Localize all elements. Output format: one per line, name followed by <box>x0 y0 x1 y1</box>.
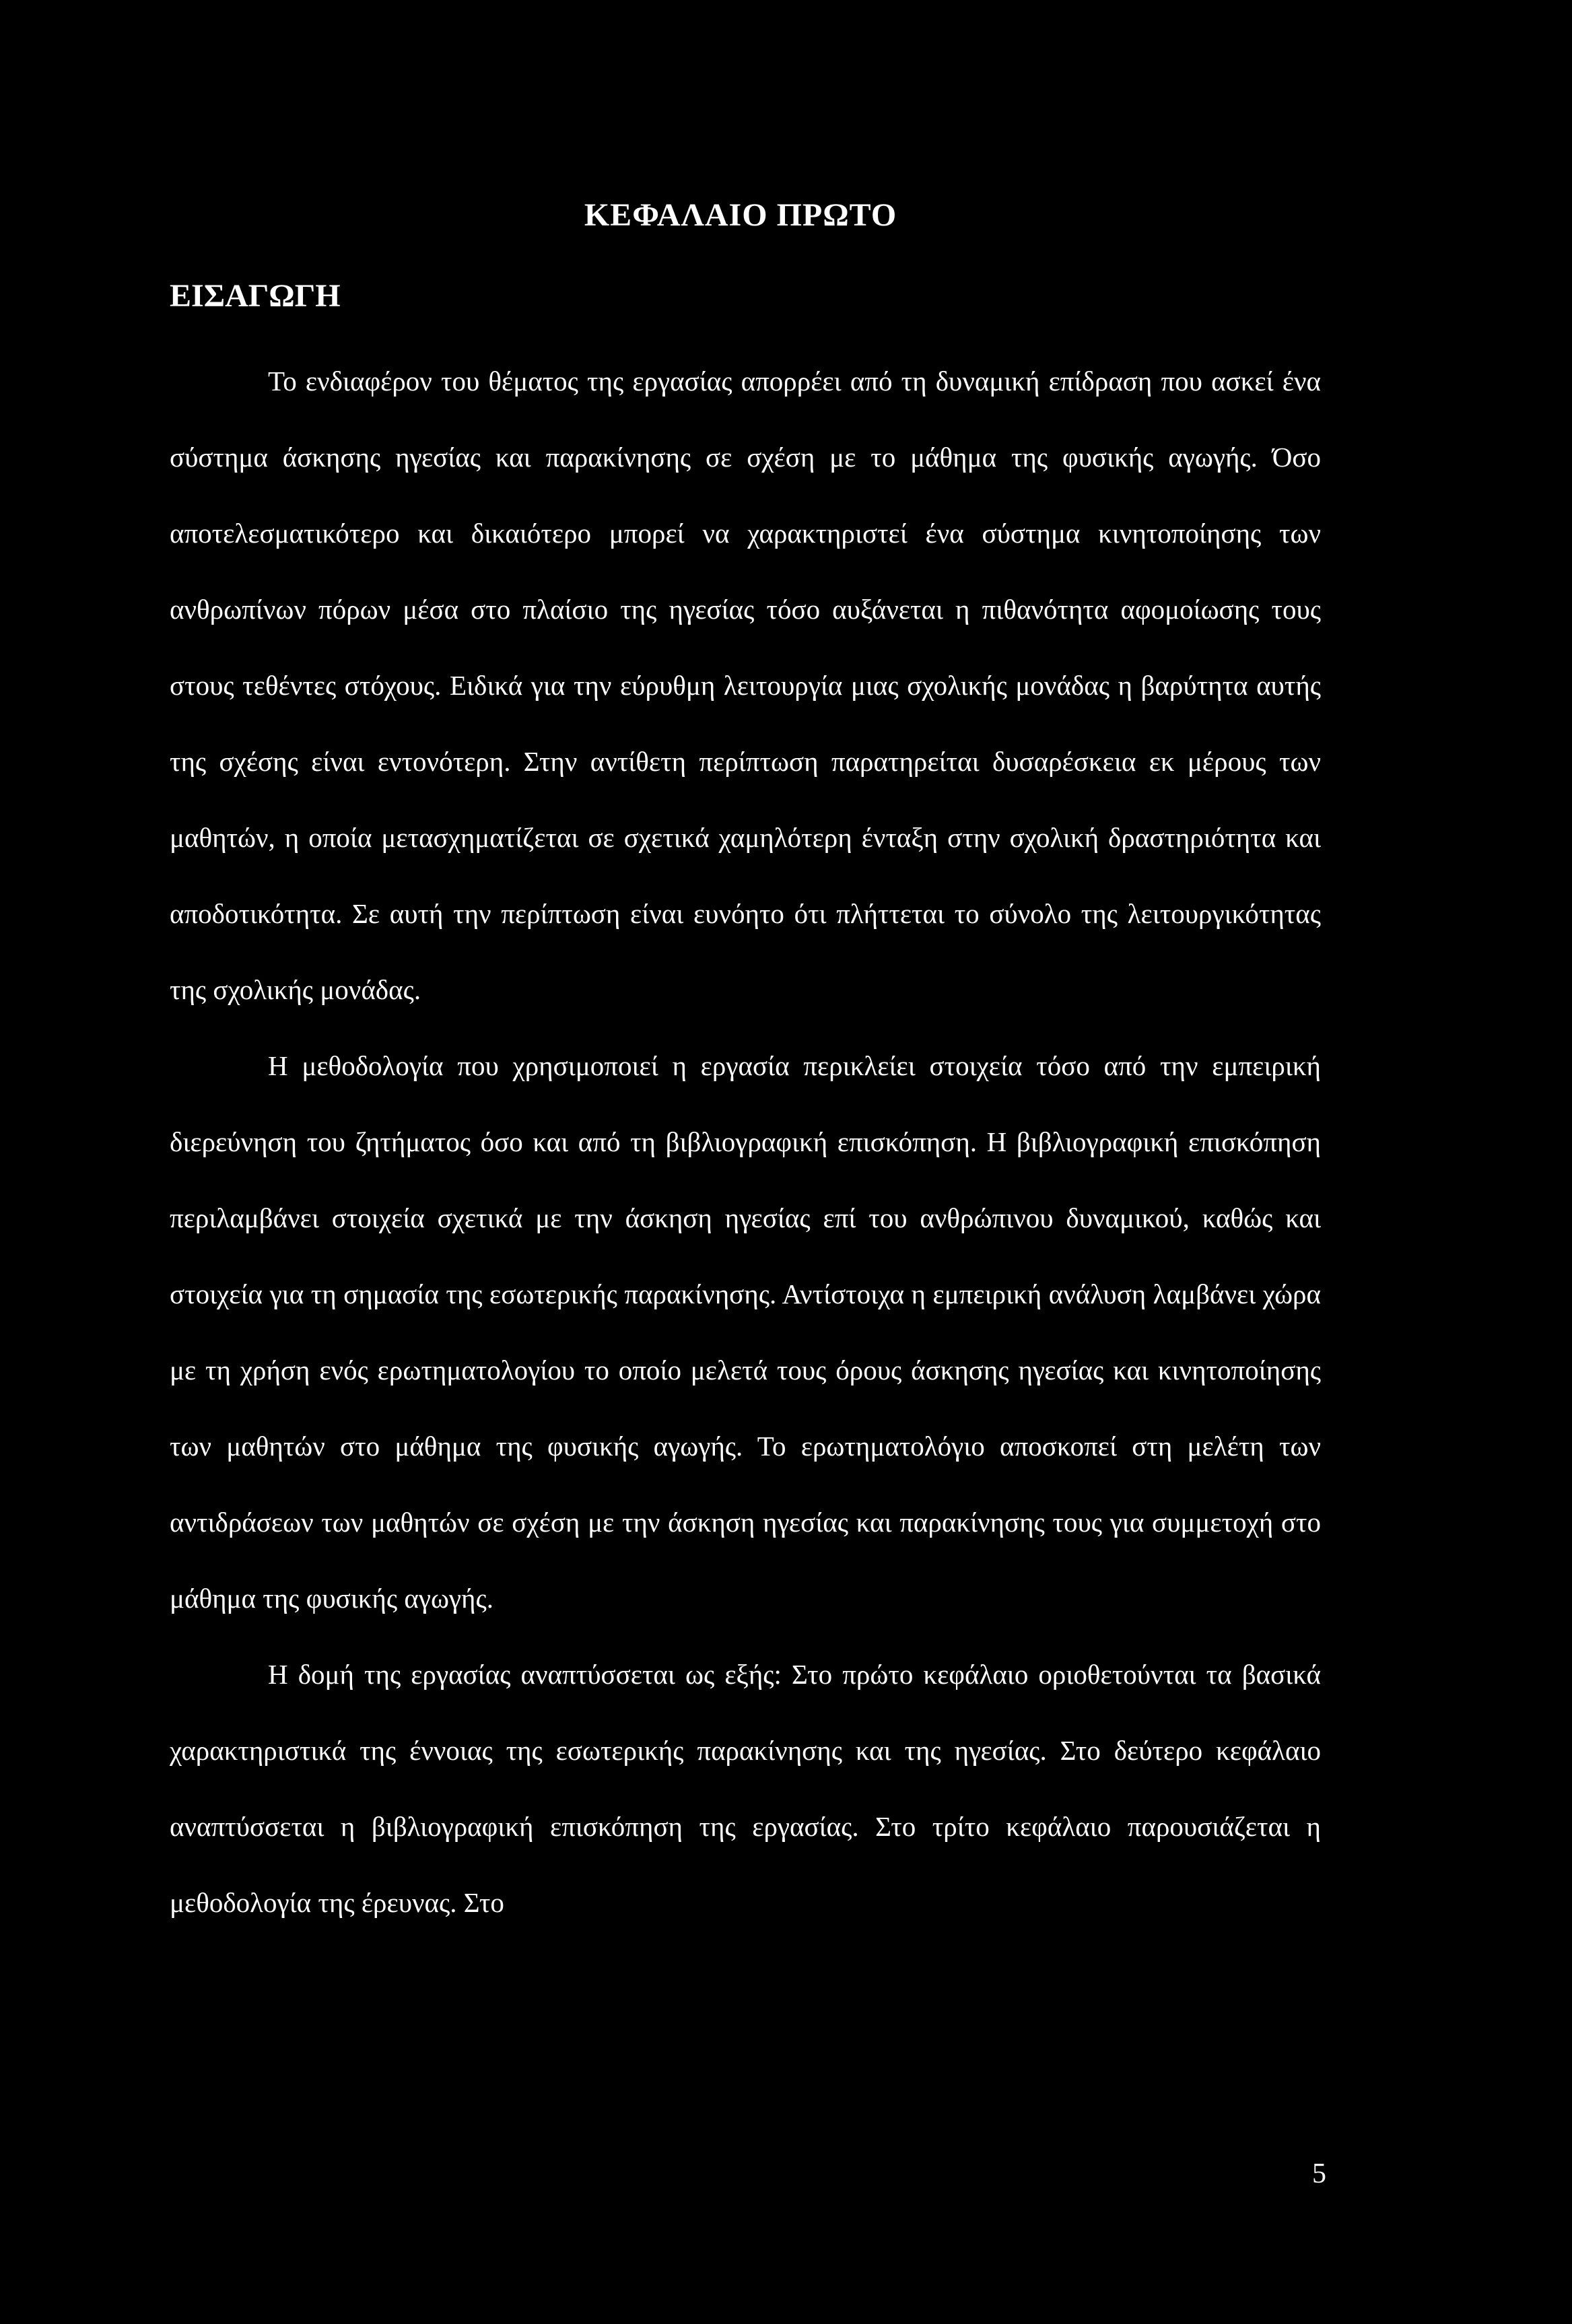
body-text <box>170 343 1321 1941</box>
paragraph-intro: Το ενδιαφέρον του θέματος της εργασίας απορρέει από τη δυναμική επίδραση που ασκεί ένα σύστημα άσκησης ηγεσίας και παρακίνησης σε σχέση με το μάθημα της φυσικής αγωγής. Όσο αποτελεσματικότερο και δικαιότερο μπορεί να χαρακτηριστεί ένα σύστημα κινητοποίησης των ανθρωπίνων πόρων μέσα στο πλαίσιο της ηγεσίας τόσο αυξάνεται η πιθανότητα αφομοίωσης τους στους τεθέντες στόχους. Ειδικά για την εύρυθμη λειτουργία μιας σχολικής μονάδας η βαρύτητα αυτής της σχέσης είναι εντονότερη. Στην αντίθετη περίπτωση παρατηρείται δυσαρέσκεια εκ μέρους των μαθητών, η οποία μετασχηματίζεται σε σχετικά χαμηλότερη ένταξη στην σχολική δραστηριότητα και αποδοτικότητα. Σε αυτή την περίπτωση είναι ευνόητο ότι πλήττεται το σύνολο της λειτουργικότητας της σχολικής μονάδας. <box>170 366 1321 1005</box>
page-number: 5 <box>1312 2158 1326 2189</box>
paragraph-structure: Η δομή της εργασίας αναπτύσσεται ως εξής: Στο πρώτο κεφάλαιο οριοθετούνται τα βασικά χαρακτηριστικά της έννοιας της εσωτερικής παρακίνησης και της ηγεσίας. Στο δεύτερο κεφάλαιο αναπτύσσεται η βιβλιογραφική επισκόπηση της εργασίας. Στο τρίτο κεφάλαιο παρουσιάζεται η μεθοδολογία της έρευνας. Στο <box>170 1659 1321 1918</box>
section-title: ΕΙΣΑΓΩΓΗ <box>170 278 341 314</box>
chapter-title: ΚΕΦΑΛΑΙΟ ΠΡΩΤΟ <box>584 197 897 233</box>
paragraph-methodology: Η μεθοδολογία που χρησιμοποιεί η εργασία περικλείει στοιχεία τόσο από την εμπειρική διερεύνηση του ζητήματος όσο και από τη βιβλιογραφική επισκόπηση. Η βιβλιογραφική επισκόπηση περιλαμβάνει στοιχεία σχετικά με την άσκηση ηγεσίας επί του ανθρώπινου δυναμικού, καθώς και στοιχεία για τη σημασία της εσωτερικής παρακίνησης. Αντίστοιχα η εμπειρική ανάλυση λαμβάνει χώρα με τη χρήση ενός ερωτηματολογίου το οποίο μελετά τους όρους άσκησης ηγεσίας και κινητοποίησης των μαθητών στο μάθημα της φυσικής αγωγής. Το ερωτηματολόγιο αποσκοπεί στη μελέτη των αντιδράσεων των μαθητών σε σχέση με την άσκηση ηγεσίας και παρακίνησης τους για συμμετοχή στο μάθημα της φυσικής αγωγής. <box>170 1050 1321 1614</box>
